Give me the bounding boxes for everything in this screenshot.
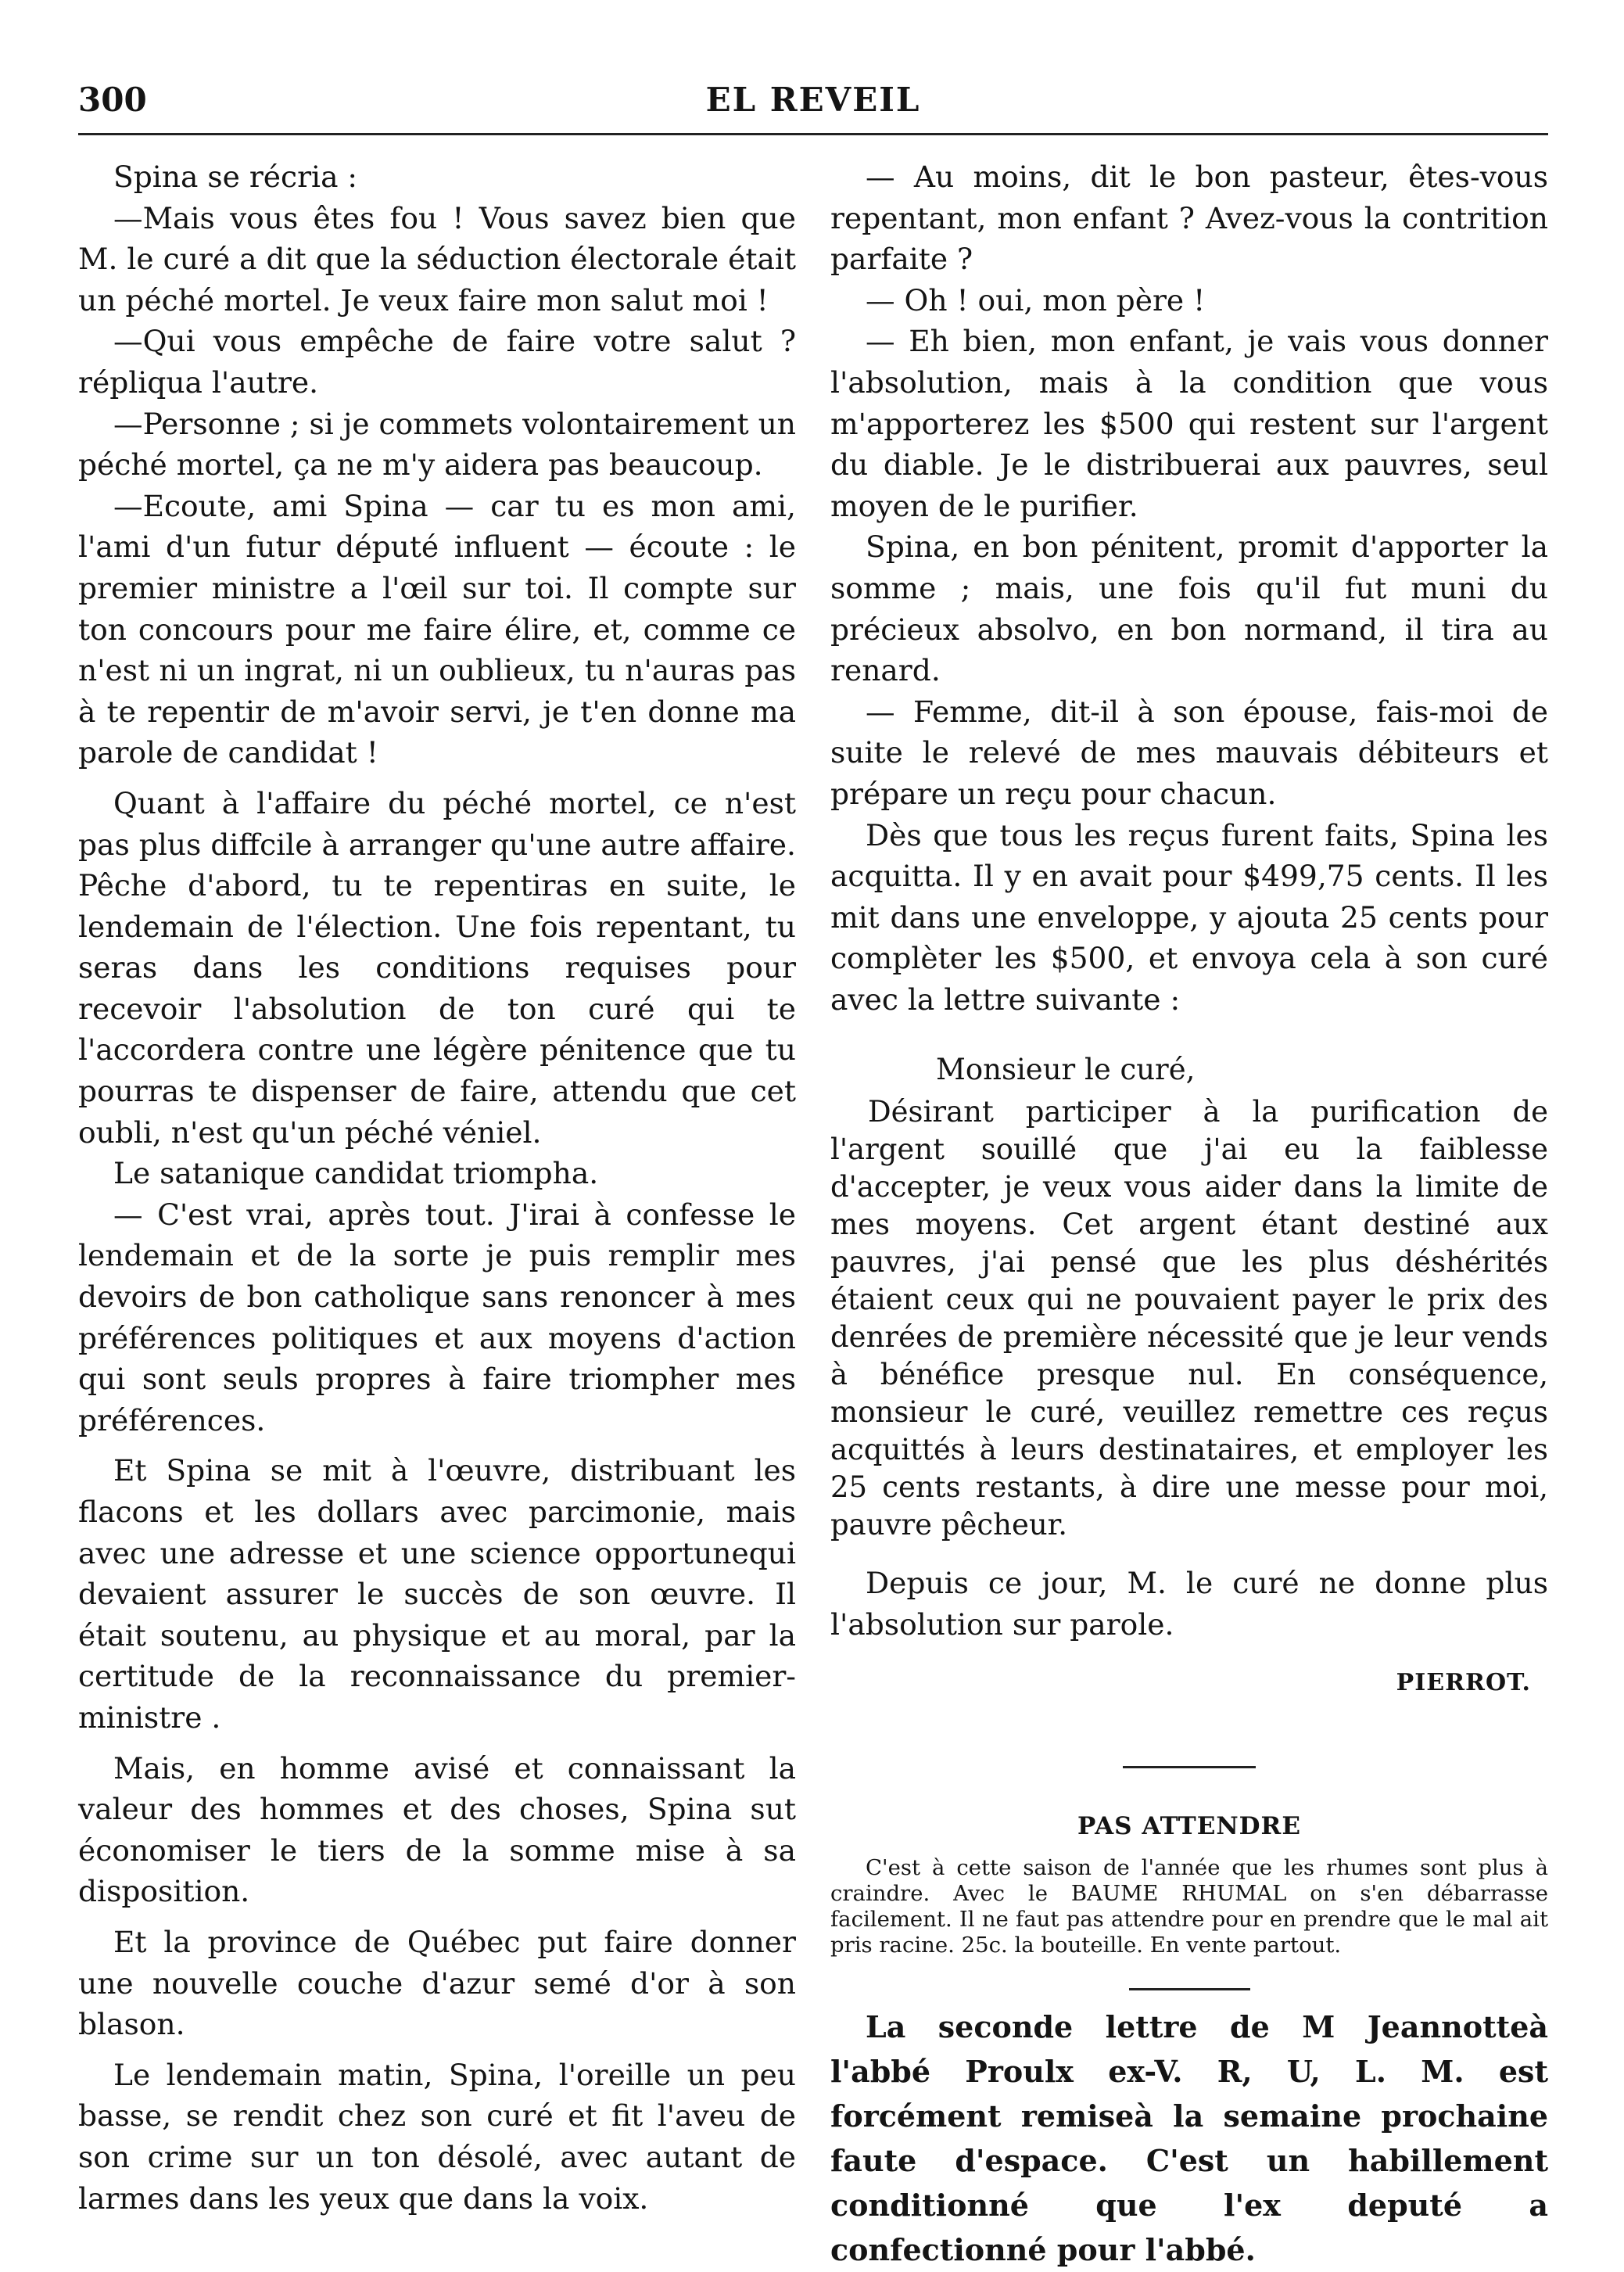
paragraph: — Au moins, dit le bon pasteur, êtes-vous repentant, mon enfant ? Avez-vous la contrition parfaite ?	[830, 160, 1548, 277]
page-header	[78, 74, 1548, 121]
letter	[830, 1051, 1548, 1544]
left-column	[78, 156, 796, 2219]
advertisement-text: C'est à cette saison de l'année que les rhumes sont plus à craindre. Avec le BAUME RHUMAL on s'en débarrasse facilement. Il ne faut pas attendre pour en prendre que le mal ait pris racine. 25c. la bouteille. En vente partout.	[830, 1854, 1548, 1958]
advertisement-title: PAS ATTENDRE	[1077, 1812, 1301, 1841]
paragraph: — Femme, dit-il à son épouse, fais-moi de suite le relevé de mes mauvais débiteurs et prépare un reçu pour chacun.	[830, 694, 1548, 811]
section-divider	[1123, 1766, 1256, 1768]
paragraph: Mais, en homme avisé et connaissant la valeur des hommes et des choses, Spina sut économiser le tiers de la somme mise à sa disposition.	[78, 1750, 796, 1909]
signature: PIERROT.	[1396, 1668, 1531, 1696]
paragraph: —Ecoute, ami Spina — car tu es mon ami, l'ami d'un futur député influent — écoute : le premier ministre a l'œil sur toi. Il compte sur ton concours pour me faire élire, et, comme ce n'est ni un ingrat, ni un oublieux, tu n'auras pas à te repentir de m'avoir servi, je t'en donne ma parole de candidat !	[78, 488, 796, 770]
paragraph: — Oh ! oui, mon père !	[866, 282, 1206, 318]
paragraph: — Eh bien, mon enfant, je vais vous donner l'absolution, mais à la condition que vous m'apporterez les $500 qui restent sur l'argent du diable. Je le distribuerai aux pauvres, seul moyen de le purifier.	[830, 324, 1548, 523]
paragraph: —Personne ; si je commets volontairement un péché mortel, ça ne m'y aidera pas beaucoup.	[78, 406, 797, 483]
paragraph: Et Spina se mit à l'œuvre, distribuant les flacons et les dollars avec parcimonie, mais avec une adresse et une science opportunequi devaient assurer le succès de son œuvre. Il était soutenu, au physique et au moral, par la certitude de la reconnaissance du premier-ministre .	[78, 1453, 796, 1735]
page-number: 300	[78, 81, 147, 119]
section-divider	[1129, 1988, 1250, 1990]
paragraph: Le satanique candidat triompha.	[113, 1156, 599, 1191]
paragraph: Dès que tous les reçus furent faits, Spina les acquitta. Il y en avait pour $499,75 cents. Il les mit dans une enveloppe, y ajouta 25 cents pour complèter les $500, et envoya cela à son curé avec la lettre suivante :	[830, 817, 1548, 1017]
right-column	[830, 156, 1548, 2272]
paragraph: Quant à l'affaire du péché mortel, ce n'est pas plus diffcile à arranger qu'une autre affaire. Pêche d'abord, tu te repentiras en suite, le lendemain de l'élection. Une fois repentant, tu seras dans les conditions requises pour recevoir l'absolution de ton curé qui te l'accordera contre une légère pénitence que tu pourras te dispenser de faire, attendu que cet oubli, n'est qu'un péché véniel.	[78, 785, 796, 1150]
paragraph: —Mais vous êtes fou ! Vous savez bien que M. le curé a dit que la séduction électorale était un péché mortel. Je veux faire mon salut moi !	[78, 200, 796, 318]
paragraph: Et la province de Québec put faire donner une nouvelle couche d'azur semé d'or à son blason.	[78, 1924, 796, 2042]
paragraph: Spina se récria :	[113, 160, 358, 194]
paragraph: — C'est vrai, après tout. J'irai à confesse le lendemain et de la sorte je puis remplir mes devoirs de bon catholique sans renoncer à mes préférences politiques et aux moyens d'action qui sont seuls propres à faire triompher mes préférences.	[78, 1197, 796, 1437]
letter-body: Désirant participer à la purification de l'argent souillé que j'ai eu la faiblesse d'accepter, je veux vous aider dans la limite de mes moyens. Cet argent étant destiné aux pauvres, j'ai pensé que les plus déshérités étaient ceux qui ne pouvaient payer le prix des denrées de première nécessité que je leur vends à bénéfice presque nul. En conséquence, monsieur le curé, veuillez remettre ces reçus acquittés à leurs destinataires, et employer les 25 cents restants, à dire une messe pour moi, pauvre pêcheur.	[830, 1095, 1548, 1542]
letter-salutation: Monsieur le curé,	[936, 1053, 1196, 1087]
header-rule	[78, 133, 1548, 135]
paragraph: Spina, en bon pénitent, promit d'apporter la somme ; mais, une fois qu'il fut muni du précieux absolvo, en bon normand, il tira au renard.	[830, 529, 1548, 688]
journal-title: EL REVEIL	[705, 81, 921, 119]
closing-paragraph: Depuis ce jour, M. le curé ne donne plus l'absolution sur parole.	[830, 1566, 1548, 1642]
notice-paragraph: La seconde lettre de M Jeannotteà l'abbé Proulx ex-V. R, U, L. M. est forcément remiseà la semaine prochaine faute d'espace. C'est un habillement conditionné que l'ex deputé a confectionné pour l'abbé.	[830, 2008, 1548, 2267]
paragraph: —Qui vous empêche de faire votre salut ? répliqua l'autre.	[78, 324, 796, 400]
paragraph: Le lendemain matin, Spina, l'oreille un peu basse, se rendit chez son curé et fit l'aveu de son crime sur un ton désolé, avec autant de larmes dans les yeux que dans la voix.	[78, 2057, 796, 2216]
